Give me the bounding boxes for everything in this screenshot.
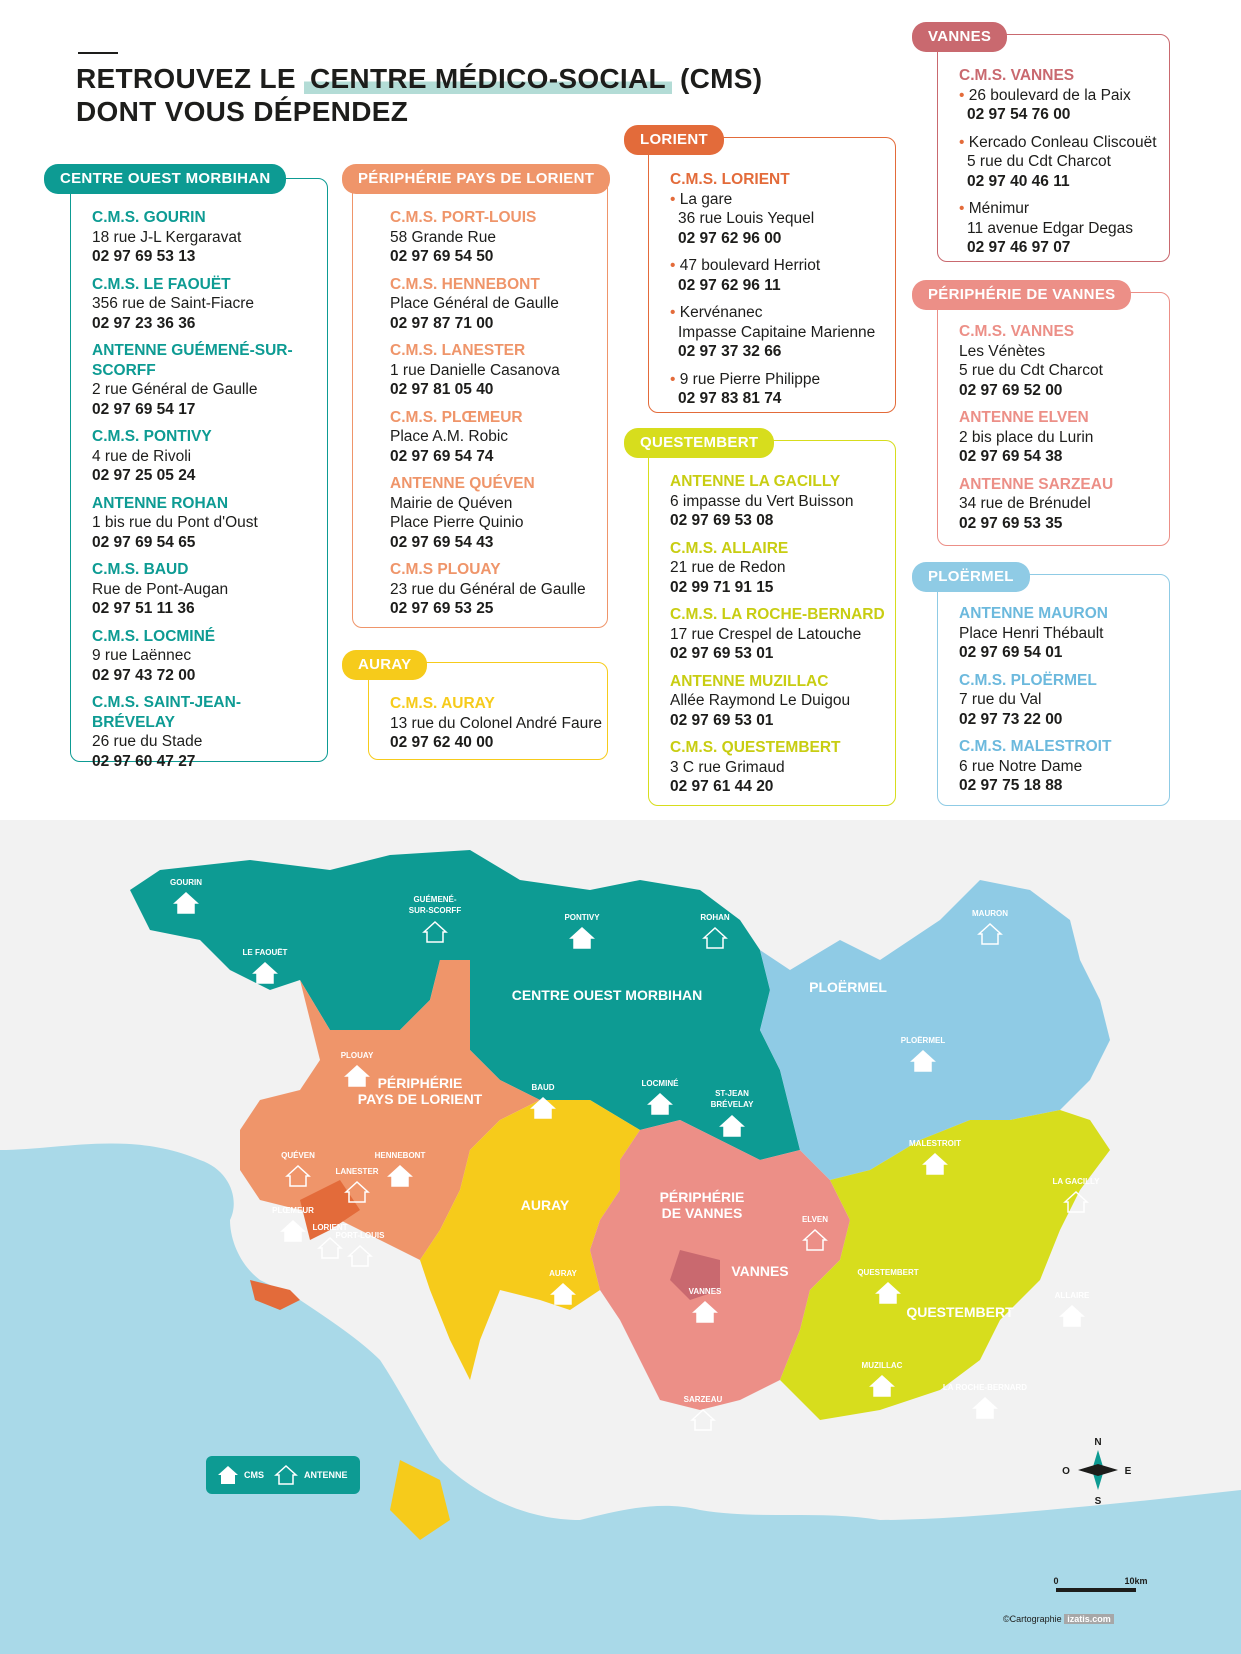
- cms-phone: 02 97 60 47 27: [92, 752, 196, 770]
- cms-house-icon: [216, 1464, 240, 1486]
- section-tag-lorient: LORIENT: [624, 125, 724, 155]
- compass-n: N: [1094, 1437, 1102, 1448]
- cms-entry: [670, 472, 894, 531]
- cms-entry: [959, 671, 1169, 730]
- map-label-peri-vannes-1: PÉRIPHÉRIE: [659, 1189, 745, 1205]
- cms-phone: 02 97 69 52 00: [959, 381, 1063, 399]
- cms-address: 58 Grande Rue: [390, 228, 496, 246]
- cms-entry: [959, 475, 1169, 534]
- town-label: QUESTEMBERT: [857, 1268, 919, 1277]
- cms-address: 18 rue J-L Kergaravat: [92, 228, 242, 246]
- cms-entry: [390, 341, 606, 400]
- legend-cms-label: CMS: [244, 1470, 264, 1480]
- cms-name: C.M.S. PLOËRMEL: [959, 671, 1097, 689]
- cms-entry: [390, 474, 606, 552]
- cms-name: C.M.S. LOCMINÉ: [92, 627, 216, 645]
- cms-phone: 02 97 62 96 00: [678, 229, 782, 247]
- cms-entry: [92, 627, 322, 686]
- cms-entry: [390, 408, 606, 467]
- map: [0, 820, 1241, 1654]
- cms-address: 356 rue de Saint-Fiacre: [92, 295, 254, 312]
- cms-address: 26 rue du Stade: [92, 733, 203, 750]
- cms-address: • 47 boulevard Herriot: [670, 256, 892, 276]
- cms-name: ANTENNE LA GACILLY: [670, 473, 841, 490]
- cms-address: 13 rue du Colonel André Faure: [390, 714, 602, 732]
- cms-address: 4 rue de Rivoli: [92, 447, 192, 465]
- cms-phone: 02 97 23 36 36: [92, 314, 196, 332]
- map-label-vannes: VANNES: [731, 1263, 789, 1279]
- cms-phone: 02 97 69 54 74: [390, 447, 494, 465]
- section-body-peri-vannes: [959, 322, 1169, 541]
- cms-phone: 02 97 62 96 11: [678, 276, 781, 294]
- cms-phone: 02 97 69 54 50: [390, 248, 494, 265]
- map-credit: ©Cartographie izatis.com: [1003, 1614, 1114, 1624]
- title-rule: [78, 52, 118, 54]
- cms-address: 6 rue Notre Dame: [959, 757, 1083, 775]
- cms-name: C.M.S. LA ROCHE-BERNARD: [670, 606, 885, 623]
- town-label: MUZILLAC: [861, 1361, 903, 1370]
- town-label: GOURIN: [170, 878, 202, 887]
- cms-name: C.M.S. BAUD: [92, 561, 189, 578]
- cms-address: 2 rue Général de Gaulle: [92, 381, 258, 398]
- cms-house-icon: [282, 1221, 304, 1241]
- town-label: MAURON: [972, 909, 1008, 918]
- town-label: BAUD: [531, 1083, 555, 1092]
- cms-name: C.M.S. LE FAOUËT: [92, 275, 231, 293]
- section-tag-questembert: QUESTEMBERT: [624, 428, 774, 458]
- map-legend: [206, 1456, 360, 1494]
- morbihan-map: [0, 820, 1241, 1654]
- cms-phone: 02 97 69 53 13: [92, 248, 196, 265]
- cms-entry: [670, 672, 894, 731]
- cms-entry: [670, 370, 892, 409]
- legend-antenne-label: ANTENNE: [304, 1470, 348, 1480]
- cms-phone: 02 99 71 91 15: [670, 578, 774, 596]
- cms-entry: [92, 341, 322, 419]
- section-tag-peri-lorient: PÉRIPHÉRIE PAYS DE LORIENT: [342, 164, 610, 194]
- cms-name: ANTENNE QUÉVEN: [390, 475, 535, 492]
- section-tag-peri-vannes: PÉRIPHÉRIE DE VANNES: [912, 280, 1131, 310]
- cms-address: 6 impasse du Vert Buisson: [670, 492, 854, 510]
- cms-phone: 02 97 69 53 01: [670, 645, 774, 662]
- antenne-house-icon: [349, 1246, 371, 1266]
- cms-phone: 02 97 61 44 20: [670, 778, 774, 795]
- cms-entry: [92, 693, 322, 771]
- section-tag-centre-ouest: CENTRE OUEST MORBIHAN: [44, 164, 286, 194]
- town-label: BRÉVELAY: [710, 1100, 754, 1109]
- cms-address: Impasse Capitaine Marienne: [678, 323, 876, 341]
- antenne-house-icon: [274, 1464, 298, 1486]
- scale-bar-line: [1056, 1588, 1136, 1592]
- cms-address: 1 bis rue du Pont d'Oust: [92, 514, 258, 531]
- cms-phone: 02 97 69 54 65: [92, 533, 196, 551]
- cms-entry: [390, 694, 606, 753]
- cms-phone: 02 97 69 54 17: [92, 400, 196, 418]
- compass-eo-needle: [1078, 1464, 1118, 1476]
- section-body-ploermel: [959, 604, 1169, 804]
- town-label: LOCMINÉ: [641, 1079, 679, 1088]
- cms-house-icon: [974, 1398, 996, 1418]
- town-label: LA ROCHE-BERNARD: [942, 1383, 1028, 1392]
- cms-name: ANTENNE MUZILLAC: [670, 672, 829, 690]
- cms-address: 21 rue de Redon: [670, 559, 786, 576]
- cms-entry: [959, 604, 1169, 663]
- cms-phone: 02 97 51 11 36: [92, 600, 195, 617]
- section-body-peri-lorient: [390, 208, 606, 627]
- cms-entry: [92, 494, 322, 553]
- cms-name: C.M.S. HENNEBONT: [390, 275, 540, 293]
- cms-entry: [92, 427, 322, 486]
- cms-address: • Ménimur: [959, 199, 1169, 219]
- town-label: MALESTROIT: [909, 1139, 961, 1148]
- cms-address: 36 rue Louis Yequel: [678, 210, 815, 227]
- cms-phone: 02 97 69 53 25: [390, 600, 494, 617]
- page-title: RETROUVEZ LE CENTRE MÉDICO-SOCIAL (CMS) DONT VOUS DÉPENDEZ: [76, 63, 763, 127]
- antenne-house-icon: [319, 1238, 341, 1258]
- cms-address: Allée Raymond Le Duigou: [670, 692, 851, 709]
- cms-phone: 02 97 43 72 00: [92, 666, 196, 684]
- cms-entry: [670, 605, 894, 664]
- cms-phone: 02 97 69 53 08: [670, 512, 774, 529]
- town-label: PLŒMEUR: [272, 1206, 314, 1215]
- cms-name: C.M.S. PORT-LOUIS: [390, 209, 537, 226]
- cms-phone: 02 97 69 54 38: [959, 448, 1063, 465]
- cms-name: C.M.S. MALESTROIT: [959, 738, 1112, 755]
- cms-entry: [959, 86, 1169, 125]
- cms-phone: 02 97 69 54 01: [959, 644, 1063, 661]
- cms-phone: 02 97 87 71 00: [390, 314, 494, 332]
- cms-phone: 02 97 69 54 43: [390, 533, 494, 551]
- cms-name: ANTENNE ELVEN: [959, 409, 1089, 426]
- cms-address: Rue de Pont-Augan: [92, 580, 229, 598]
- cms-name: ANTENNE GUÉMENÉ-SUR-SCORFF: [92, 342, 293, 379]
- cms-address: • Kervénanec: [670, 303, 892, 323]
- map-label-peri-lorient-2: PAYS DE LORIENT: [357, 1091, 483, 1107]
- vannes-cms-name: C.M.S. VANNES: [959, 67, 1075, 84]
- town-label: ST-JEAN: [715, 1089, 749, 1098]
- cms-phone: 02 97 62 40 00: [390, 734, 494, 751]
- cms-entry: [92, 275, 322, 334]
- cms-phone: 02 97 75 18 88: [959, 777, 1063, 794]
- cms-phone: 02 97 69 53 35: [959, 514, 1063, 532]
- scale-zero: 0: [1053, 1576, 1059, 1586]
- cms-address: • Kercado Conleau Cliscouët: [959, 133, 1169, 153]
- section-tag-auray: AURAY: [342, 650, 427, 680]
- cms-entry: [959, 133, 1169, 192]
- town-label: GUÉMENÉ-: [413, 895, 457, 904]
- cms-address: 17 rue Crespel de Latouche: [670, 625, 862, 643]
- town-label: AURAY: [549, 1269, 577, 1278]
- cms-address: 7 rue du Val: [959, 691, 1042, 708]
- cms-address: Place Henri Thébault: [959, 624, 1104, 642]
- section-body-auray: [390, 694, 606, 761]
- town-label: HENNEBONT: [374, 1151, 426, 1160]
- section-body-vannes: [959, 66, 1169, 266]
- antenne-house-icon: [692, 1410, 714, 1430]
- cms-phone: 02 97 40 46 11: [967, 172, 1070, 190]
- town-label: LE FAOUËT: [242, 948, 288, 957]
- cms-entry: [670, 256, 892, 295]
- cms-address: Les Vénètes: [959, 342, 1046, 360]
- cms-address: 9 rue Laënnec: [92, 647, 192, 664]
- town-label: ALLAIRE: [1054, 1291, 1090, 1300]
- cms-address: Place A.M. Robic: [390, 428, 509, 445]
- town-label: LANESTER: [335, 1167, 379, 1176]
- cms-entry: [670, 303, 892, 362]
- cms-house-icon: [1061, 1306, 1083, 1326]
- cms-address: 3 C rue Grimaud: [670, 758, 785, 776]
- cms-phone: 02 97 46 97 07: [967, 239, 1071, 256]
- town-label: PLOËRMEL: [900, 1036, 946, 1045]
- town-label: QUÉVEN: [281, 1151, 315, 1160]
- map-label-auray: AURAY: [520, 1197, 570, 1213]
- cms-address: 5 rue du Cdt Charcot: [967, 153, 1111, 170]
- cms-address: 11 avenue Edgar Degas: [967, 219, 1134, 237]
- cms-name: C.M.S. GOURIN: [92, 209, 206, 226]
- map-label-centre-ouest: CENTRE OUEST MORBIHAN: [511, 987, 703, 1003]
- cms-phone: 02 97 83 81 74: [678, 390, 782, 407]
- lorient-cms-name: C.M.S. LORIENT: [670, 171, 790, 188]
- cms-name: C.M.S. QUESTEMBERT: [670, 739, 841, 756]
- cms-address: • 26 boulevard de la Paix: [959, 86, 1169, 106]
- cms-name: C.M.S. SAINT-JEAN-BRÉVELAY: [92, 694, 241, 731]
- cms-name: C.M.S. AURAY: [390, 695, 495, 712]
- section-body-centre-ouest: [92, 208, 322, 779]
- compass-e: E: [1124, 1466, 1132, 1477]
- cms-entry: [92, 208, 322, 267]
- cms-entry: [670, 738, 894, 797]
- cms-phone: 02 97 81 05 40: [390, 381, 494, 398]
- cms-entry: [959, 408, 1169, 467]
- map-label-questembert: QUESTEMBERT: [906, 1304, 1014, 1320]
- section-body-questembert: [670, 472, 894, 805]
- cms-name: ANTENNE SARZEAU: [959, 475, 1114, 493]
- cms-entry: [390, 560, 606, 619]
- cms-name: C.M.S. ALLAIRE: [670, 539, 789, 557]
- map-label-peri-vannes-2: DE VANNES: [661, 1205, 743, 1221]
- town-label: ELVEN: [801, 1215, 829, 1224]
- cms-entry: [959, 199, 1169, 258]
- cms-name: C.M.S PLOUAY: [390, 561, 501, 578]
- cms-phone: 02 97 73 22 00: [959, 710, 1063, 728]
- compass: [1062, 1437, 1132, 1507]
- town-label: PORT-LOUIS: [335, 1231, 385, 1240]
- town-label: VANNES: [688, 1287, 722, 1296]
- cms-name: C.M.S. LANESTER: [390, 342, 526, 359]
- cms-entry: [92, 560, 322, 619]
- map-label-ploermel: PLOËRMEL: [809, 979, 887, 995]
- scale-ten: 10km: [1124, 1576, 1148, 1586]
- cms-name: C.M.S. PONTIVY: [92, 428, 212, 445]
- cms-address: 5 rue du Cdt Charcot: [959, 362, 1103, 379]
- town-label: LA GACILLY: [1052, 1177, 1100, 1186]
- section-body-lorient: [670, 170, 892, 417]
- compass-o: O: [1062, 1466, 1070, 1477]
- cms-address: 34 rue de Brénudel: [959, 495, 1091, 512]
- town-label: PONTIVY: [564, 913, 600, 922]
- cms-entry: [959, 322, 1169, 400]
- cms-entry: [390, 275, 606, 334]
- cms-name: ANTENNE ROHAN: [92, 494, 229, 512]
- cms-address: 2 bis place du Lurin: [959, 428, 1094, 446]
- cms-address: • La gare: [670, 190, 892, 210]
- cms-name: ANTENNE MAURON: [959, 605, 1108, 622]
- town-label: SARZEAU: [683, 1395, 723, 1404]
- cms-phone: 02 97 54 76 00: [967, 106, 1071, 123]
- cms-address: Place Général de Gaulle: [390, 295, 559, 312]
- cms-entry: [670, 539, 894, 598]
- cms-address: • 9 rue Pierre Philippe: [670, 370, 892, 390]
- section-tag-ploermel: PLOËRMEL: [912, 562, 1030, 592]
- cms-entry: [390, 208, 606, 267]
- cms-address: 1 rue Danielle Casanova: [390, 361, 560, 379]
- compass-s: S: [1094, 1496, 1102, 1507]
- town-label: SUR-SCORFF: [408, 906, 462, 915]
- cms-phone: 02 97 69 53 01: [670, 711, 774, 729]
- cms-phone: 02 97 37 32 66: [678, 343, 782, 360]
- cms-address: Mairie de Quéven: [390, 494, 513, 512]
- cms-name: C.M.S. VANNES: [959, 323, 1075, 340]
- cms-entry: [670, 190, 892, 249]
- cms-phone: 02 97 25 05 24: [92, 467, 196, 484]
- cms-address: Place Pierre Quinio: [390, 514, 524, 531]
- town-label: PLOUAY: [340, 1051, 374, 1060]
- cms-entry: [959, 737, 1169, 796]
- section-tag-vannes: VANNES: [912, 22, 1007, 52]
- cms-name: C.M.S. PLŒMEUR: [390, 408, 523, 426]
- town-label: ROHAN: [700, 913, 730, 922]
- cms-address: 23 rue du Général de Gaulle: [390, 580, 586, 598]
- map-label-peri-lorient-1: PÉRIPHÉRIE: [377, 1075, 463, 1091]
- town-label: LORIENT: [312, 1223, 348, 1232]
